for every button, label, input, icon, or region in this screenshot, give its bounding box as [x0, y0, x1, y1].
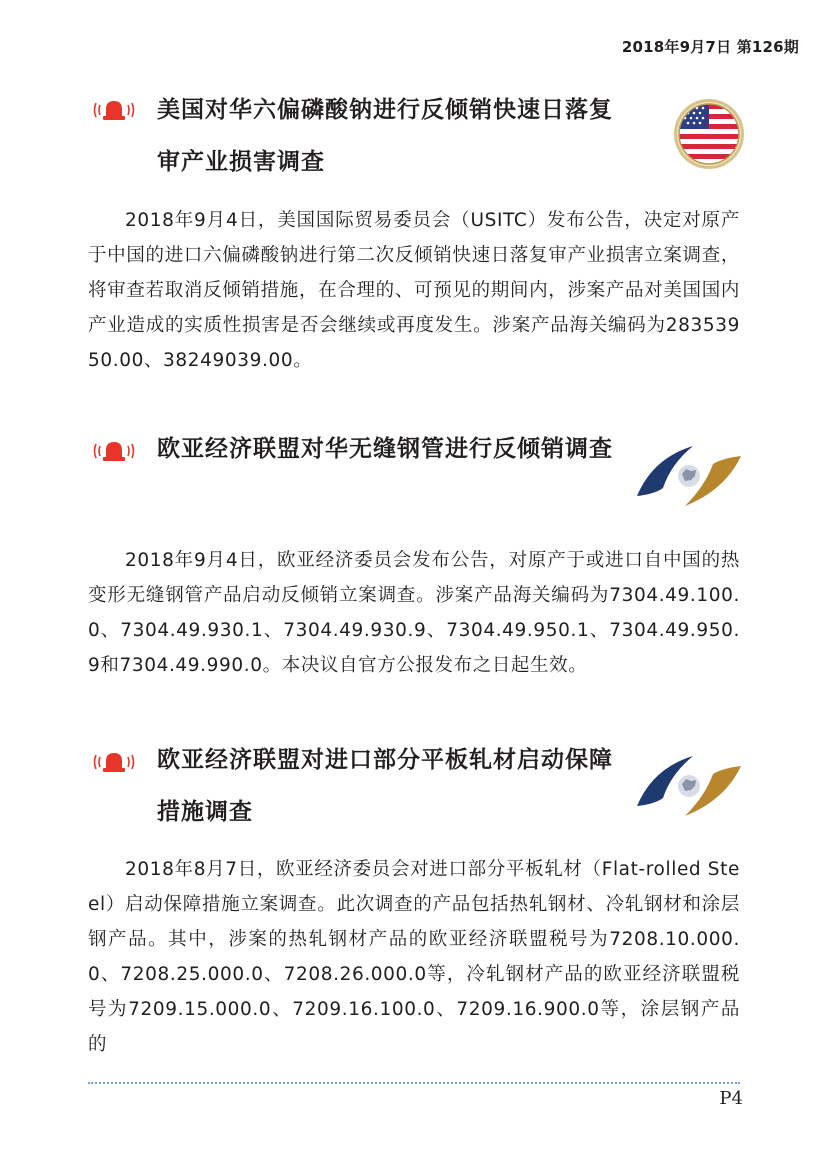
article-body: 2018年9月4日，美国国际贸易委员会（USITC）发布公告，决定对原产于中国的进口六偏磷酸钠进行第二次反倾销快速日落复审产业损害立案调查，将审查若取消反倾销措施，在合理的、可预见的期间内，涉案产品对美国国内产业造成的实质性损害是否会继续或再度发生。涉案产品海关编码为28353950.00、38249039.00。	[88, 210, 740, 371]
article-title: 欧亚经济联盟对进口部分平板轧材启动保障措施调查	[157, 747, 613, 825]
alarm-bell-icon	[92, 98, 136, 122]
article-title: 欧亚经济联盟对华无缝钢管进行反倾销调查	[157, 436, 613, 462]
footer-divider	[88, 1082, 740, 1084]
issue-date: 2018年9月7日 第126期	[621, 38, 799, 56]
eaeu-emblem-icon	[633, 438, 745, 512]
us-flag-icon	[673, 98, 745, 170]
article-body: 2018年9月4日，欧亚经济委员会发布公告，对原产于或进口自中国的热变形无缝钢管产品启动反倾销立案调查。涉案产品海关编码为7304.49.100.0、7304.49.930.1、7304.49.930.9、7304.49.950.1、7304.49.950.9和7304.49.990.0。本决议自官方公报发布之日起生效。	[88, 550, 740, 676]
alarm-bell-icon	[92, 439, 136, 463]
alarm-bell-icon	[92, 750, 136, 774]
eaeu-emblem-icon	[633, 748, 745, 822]
article-body: 2018年8月7日，欧亚经济委员会对进口部分平板轧材（Flat-rolled Steel）启动保障措施立案调查。此次调查的产品包括热轧钢材、冷轧钢材和涂层钢产品。其中，涉案的热轧钢材产品的欧亚经济联盟税号为7208.10.000.0、7208.25.000.0、7208.26.000.0等，冷轧钢材产品的欧亚经济联盟税号为7209.15.000.0、7209.16.100.0、7209.16.900.0等，涂层钢产品的	[88, 859, 740, 1055]
page-number: P4	[719, 1088, 743, 1109]
article-title: 美国对华六偏磷酸钠进行反倾销快速日落复审产业损害调查	[157, 97, 613, 175]
